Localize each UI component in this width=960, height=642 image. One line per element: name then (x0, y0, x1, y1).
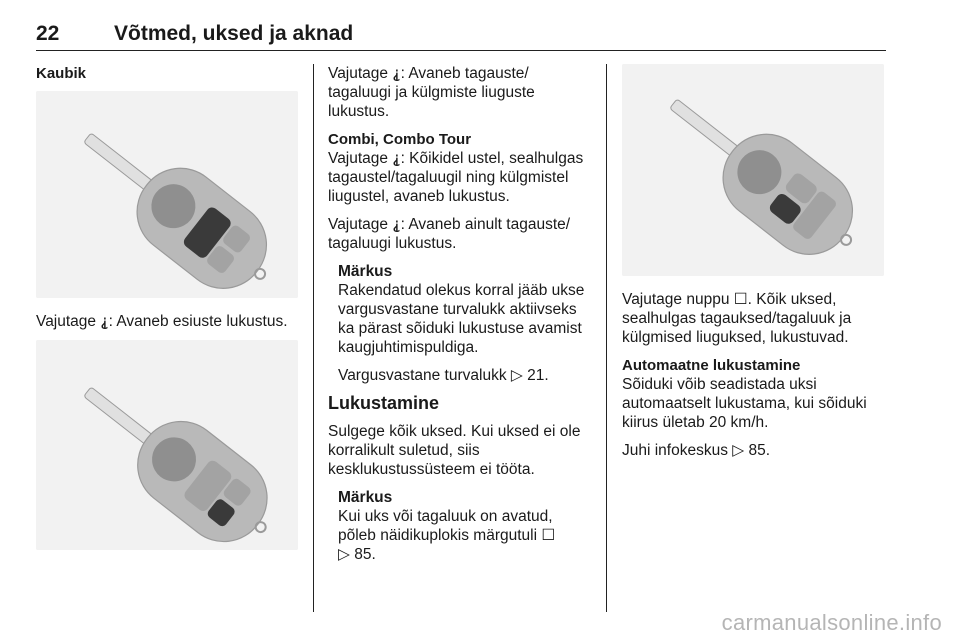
key-fob-lock-image (622, 64, 884, 276)
note-heading: Märkus (338, 263, 393, 280)
note-block (328, 262, 590, 385)
note-body: Kui uks või tagaluuk on avatud, põleb näidikuplokis märgutuli ☐ (338, 508, 556, 544)
paragraph: Vajutage ⸘: Avaneb esiuste lukustus. (36, 313, 288, 330)
note-block (328, 488, 590, 564)
column-middle (328, 64, 590, 573)
paragraph: Sulgege kõik uksed. Kui uksed ei ole korralikult suletud, siis kesklukustussüsteem ei tööta. (328, 423, 581, 478)
column-divider (313, 64, 314, 612)
cross-reference: Vargusvastane turvalukk ▷ 21. (338, 367, 549, 384)
column-right (622, 64, 886, 469)
cross-reference: Juhi infokeskus ▷ 85. (622, 442, 771, 459)
paragraph: Vajutage ⸘: Avaneb ainult tagauste/ tagaluugi lukustus. (328, 216, 571, 252)
note-body: Rakendatud olekus korral jääb ukse vargusvastane turvalukk aktiivseks ka pärast sõiduki lukustuse avamist kaugjuhtimispuldiga. (338, 282, 585, 356)
cross-reference: ▷ 85. (338, 546, 376, 563)
section-heading: Lukustamine (328, 393, 440, 413)
key-fob-illustration (36, 91, 298, 298)
key-fob-unlock-front-image (36, 91, 298, 298)
key-fob-illustration (36, 340, 298, 550)
column-left (36, 64, 298, 550)
page-header (36, 22, 886, 48)
page-title: Võtmed, uksed ja aknad (114, 22, 354, 45)
page-number: 22 (36, 22, 60, 45)
note-heading: Märkus (338, 489, 393, 506)
watermark: carmanualsonline.info (721, 610, 942, 635)
paragraph: Vajutage nuppu ☐. Kõik uksed, sealhulgas tagauksed/tagaluuk ja külgmised liuguksed, lukustuvad. (622, 291, 852, 346)
section-heading: Kaubik (36, 65, 87, 82)
subheading: Automaatne lukustamine (622, 357, 801, 374)
column-divider (606, 64, 607, 612)
paragraph: Vajutage ⸘: Avaneb tagauste/ tagaluugi ja külgmiste liuguste lukustus. (328, 65, 535, 120)
header-rule (36, 50, 886, 51)
subheading: Combi, Combo Tour (328, 131, 472, 148)
key-fob-unlock-rear-image (36, 340, 298, 550)
key-fob-illustration (622, 64, 884, 276)
paragraph: Sõiduki võib seadistada uksi automaatselt lukustama, kui sõiduki kiirus ületab 20 km/h. (622, 376, 867, 431)
paragraph: Vajutage ⸘: Kõikidel ustel, sealhulgas tagaustel/tagaluugil ning külgmistel liugustel, avaneb lukustus. (328, 150, 584, 205)
